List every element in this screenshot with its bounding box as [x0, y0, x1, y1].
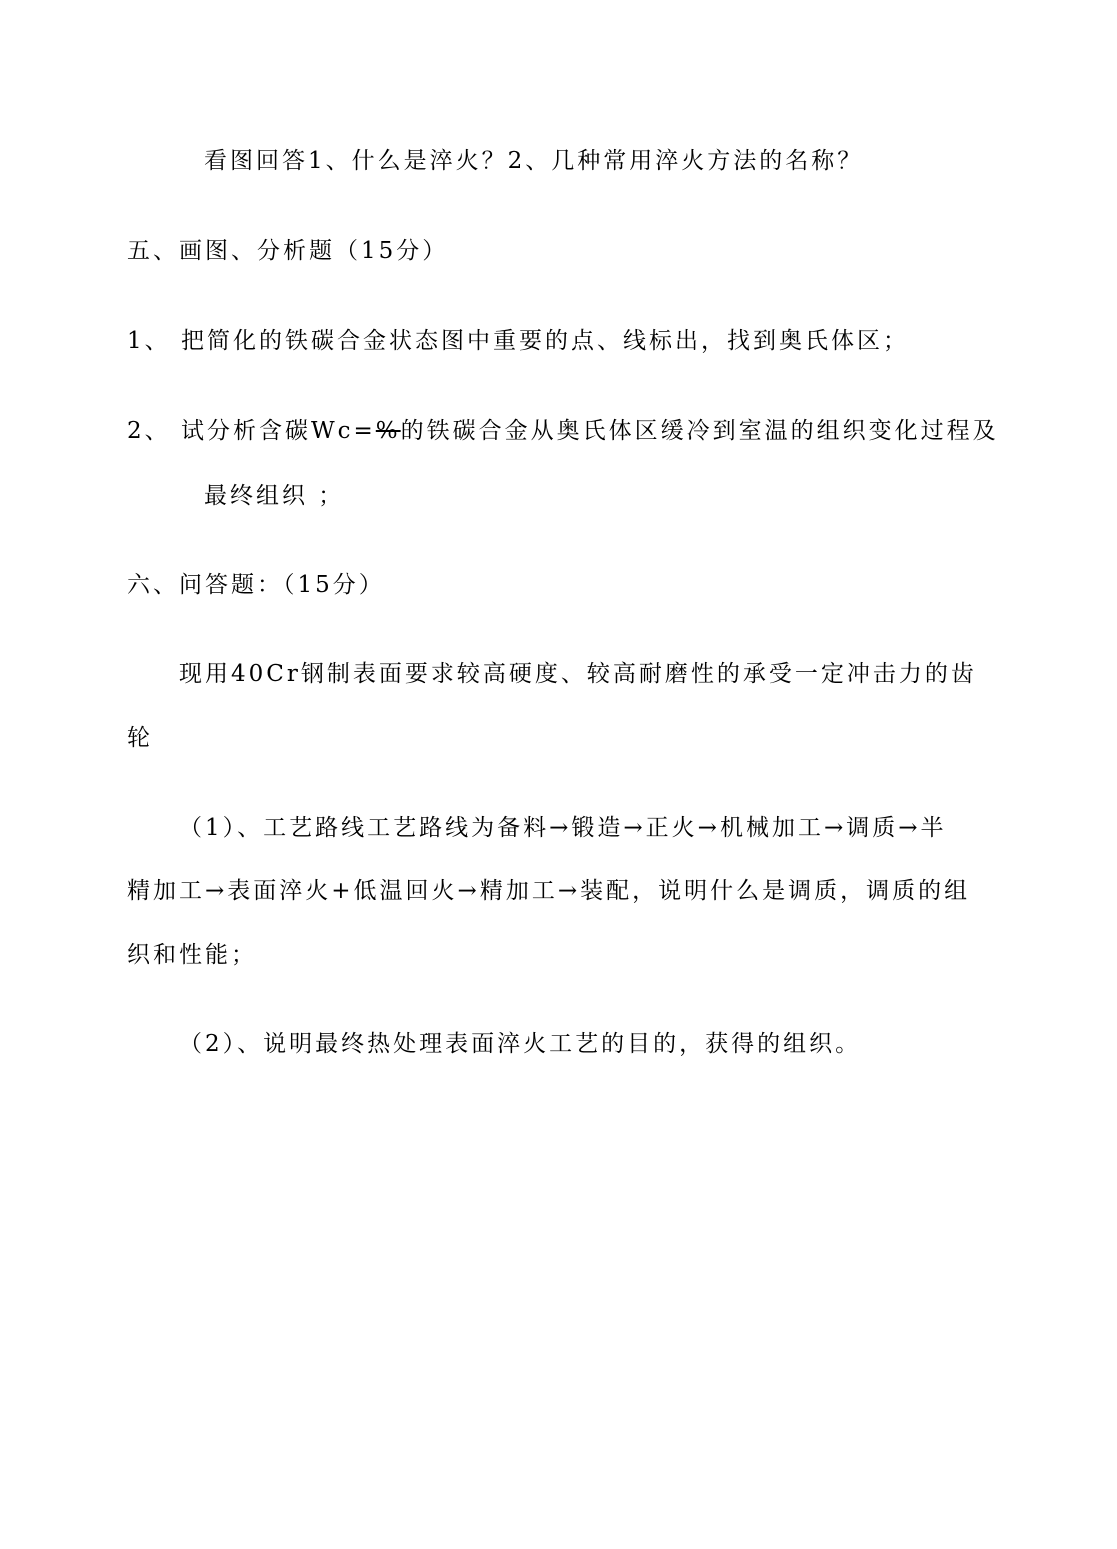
section-6-title: 六、问答题：（15分） — [127, 572, 385, 598]
question-intro: 看图回答1、什么是淬火？2、几种常用淬火方法的名称？ — [204, 148, 864, 174]
section-5-item-2 — [127, 416, 999, 446]
section-6-intro-line-2: 轮 — [127, 725, 153, 751]
item-text-before: 试分析含碳Wc= — [181, 418, 376, 444]
question-1-line-3: 织和性能； — [127, 942, 257, 968]
question-1-line-2: 精加工→表面淬火+低温回火→精加工→装配，说明什么是调质，调质的组 — [127, 878, 971, 904]
item-number: 1、 — [127, 328, 171, 354]
section-5-item-1 — [127, 326, 909, 356]
item-text-struck: % — [375, 418, 401, 444]
question-1-line-1: （1）、工艺路线工艺路线为备料→锻造→正火→机械加工→调质→半 — [179, 815, 947, 841]
section-6-intro-line-1: 现用40Cr钢制表面要求较高硬度、较高耐磨性的承受一定冲击力的齿 — [179, 661, 977, 687]
question-2: （2）、说明最终热处理表面淬火工艺的目的，获得的组织。 — [179, 1031, 862, 1057]
section-5-item-2-continuation: 最终组织 ； — [204, 483, 345, 509]
section-5-title: 五、画图、分析题（15分） — [127, 238, 449, 264]
item-text-after: 的铁碳合金从奥氏体区缓冷到室温的组织变化过程及 — [400, 418, 999, 444]
item-number: 2、 — [127, 418, 171, 444]
item-text: 把简化的铁碳合金状态图中重要的点、线标出，找到奥氏体区； — [181, 328, 909, 354]
